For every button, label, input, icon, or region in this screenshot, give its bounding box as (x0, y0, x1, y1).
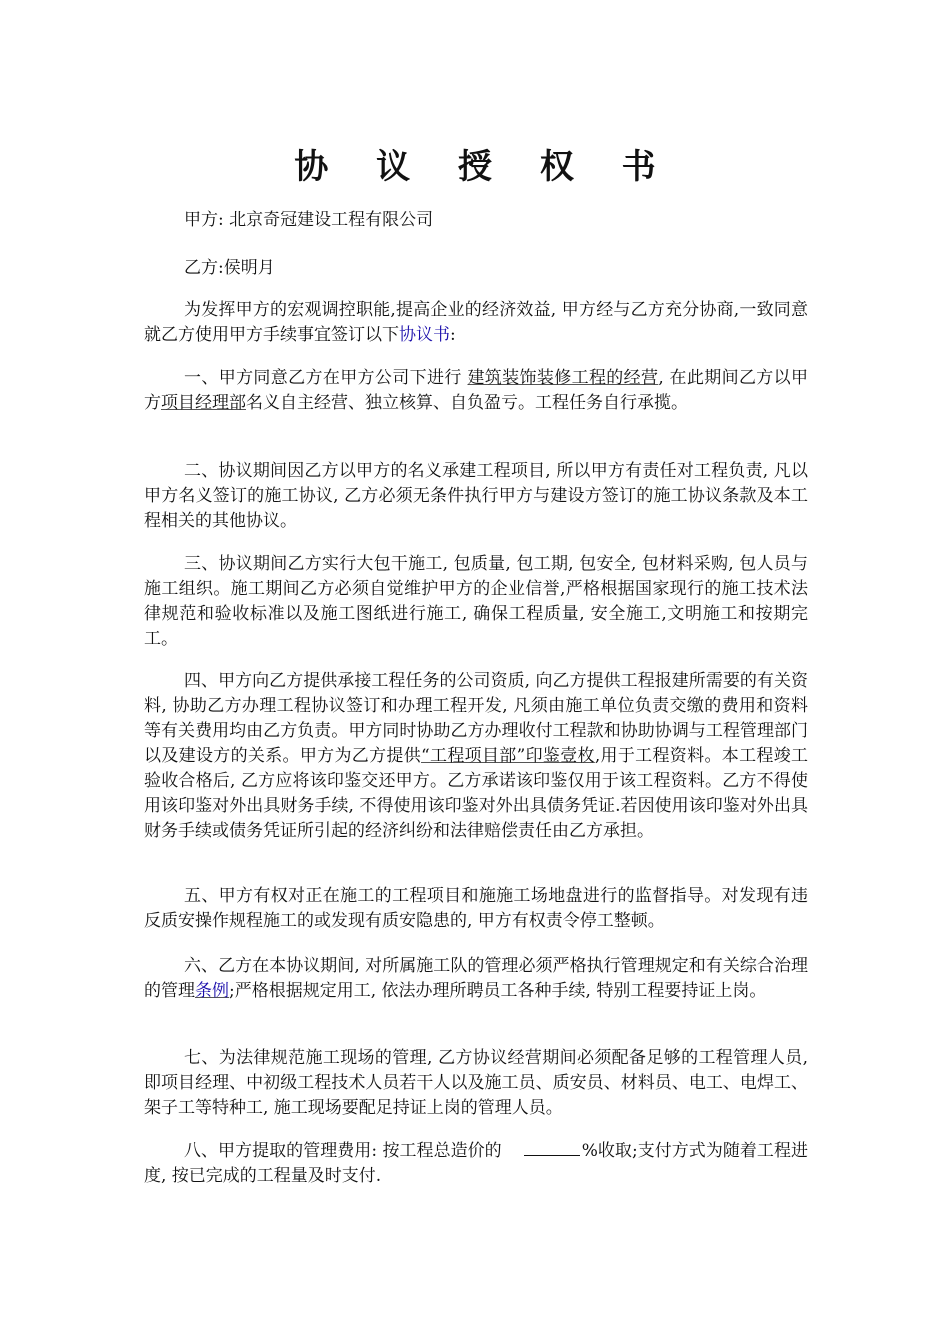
clause-6-text-b: ;严格根据规定用工, 依法办理所聘员工各种手续, 特别工程要持证上岗。 (229, 981, 767, 1001)
clause-4-text-a: 四、甲方向乙方提供承接工程任务的公司资质, 向乙方提供工程报建所需要的有关资料, 协助乙方办理工程协议签订和办理工程开发, 凡须由施工单位负责交缴的费用和资料等有关费用均由乙方负责。甲方同时协助乙方办理收付工程款和协助协调与工程管理部门以及建设方的关系。甲方为乙方提供 (144, 671, 808, 766)
clause-1-text-c: 名义自主经营、独立核算、自负盈亏。工程任务自行承揽。 (246, 393, 688, 413)
clause-1-project-dept: 项目经理部 (161, 393, 246, 413)
regulations-link[interactable]: 条例 (195, 981, 229, 1001)
agreement-link[interactable]: 协议书 (399, 325, 450, 345)
fee-percentage-blank[interactable] (524, 1139, 580, 1156)
party-a: 甲方: 北京奇冠建设工程有限公司 (184, 210, 434, 230)
clause-1-text-a: 一、甲方同意乙方在甲方公司下进行 (184, 368, 468, 388)
clause-1-text-b: , 在此期间乙方以甲方 (144, 368, 809, 413)
clause-8-text-b: %收取;支付方式为随着工程进度, 按已完成的工程量及时支付. (144, 1141, 808, 1186)
intro-text: 为发挥甲方的宏观调控职能,提高企业的经济效益, 甲方经与乙方充分协商,一致同意就乙方使用甲方手续事宜签订以下 (144, 300, 808, 345)
clause-4 (144, 669, 808, 844)
clause-4-text-b: ,用于工程资料。本工程竣工验收合格后, 乙方应将该印鉴交还甲方。乙方承诺该印鉴仅用于该工程资料。乙方不得使用该印鉴对外出具财务手续, 不得使用该印鉴对外出具债务凭证.若因使用该印鉴对外出具财务手续或债务凭证所引起的经济纠纷和法律赔偿责任由乙方承担。 (144, 746, 809, 841)
clause-8 (144, 1139, 808, 1189)
clause-1-business-scope: 建筑装饰装修工程的经营 (467, 368, 659, 388)
intro-text-end: : (450, 325, 456, 345)
clause-6-text-a: 六、乙方在本协议期间, 对所属施工队的管理必须严格执行管理规定和有关综合治理的管理 (144, 956, 808, 1001)
clause-8-text-a: 八、甲方提取的管理费用: 按工程总造价的 (184, 1141, 502, 1161)
clause-3: 三、协议期间乙方实行大包干施工, 包质量, 包工期, 包安全, 包材料采购, 包人员与施工组织。施工期间乙方必须自觉维护甲方的企业信誉,严格根据国家现行的施工技术法律规范和验收标准以及施工图纸进行施工, 确保工程质量, 安全施工,文明施工和按期完工。 (144, 554, 808, 649)
party-b: 乙方:侯明月 (184, 258, 275, 278)
clause-2: 二、协议期间因乙方以甲方的名义承建工程项目, 所以甲方有责任对工程负责, 凡以甲方名义签订的施工协议, 乙方必须无条件执行甲方与建设方签订的施工协议条款及本工程相关的其他协议。 (144, 461, 808, 531)
clause-1 (144, 366, 808, 416)
clause-5: 五、甲方有权对正在施工的工程项目和施施工场地盘进行的监督指导。对发现有违反质安操作规程施工的或发现有质安隐患的, 甲方有权责令停工整顿。 (144, 886, 808, 931)
document-title: 协 议 授 权 书 (294, 147, 674, 187)
clause-7: 七、为法律规范施工现场的管理, 乙方协议经营期间必须配备足够的工程管理人员,即项目经理、中初级工程技术人员若干人以及施工员、质安员、材料员、电工、电焊工、架子工等特种工, 施工现场要配足持证上岗的管理人员。 (144, 1048, 808, 1118)
clause-4-seal: “工程项目部”印鉴壹枚 (421, 746, 595, 766)
clause-6 (144, 954, 808, 1004)
intro-paragraph (144, 298, 808, 348)
